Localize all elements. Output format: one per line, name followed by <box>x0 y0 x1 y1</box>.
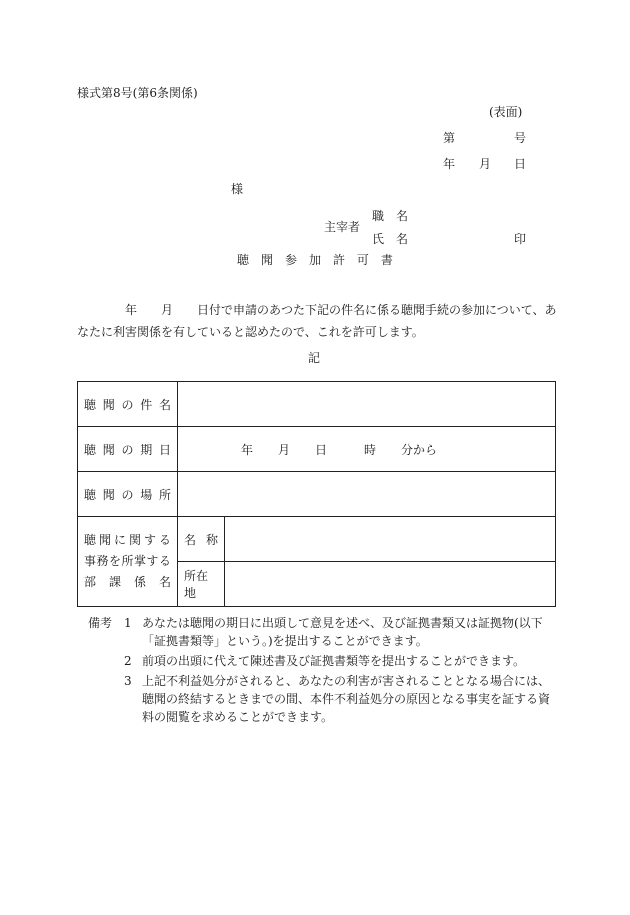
place-label: 聴 聞 の 場 所 <box>78 472 178 517</box>
date-month: 月 <box>479 157 492 171</box>
note-item <box>88 614 558 650</box>
notes-heading: 備考 <box>88 616 113 630</box>
doc-number-prefix: 第 <box>443 131 456 145</box>
notes-section <box>88 614 558 726</box>
note-number: 2 <box>124 654 132 668</box>
sender-name-label: 氏 名 <box>372 232 409 246</box>
table-row-dept-name <box>78 517 556 562</box>
form-number-label: 様式第8号(第6条関係) <box>77 86 198 100</box>
note-item <box>88 652 558 670</box>
address-value[interactable] <box>225 562 556 607</box>
body-line-2: なたに利害関係を有していると認めたので、これを許可します。 <box>77 325 424 339</box>
note-number: 1 <box>124 616 132 630</box>
note-text: 前項の出頭に代えて陳述書及び証拠書類等を提出することができます。 <box>142 654 526 668</box>
subject-label: 聴 聞 の 件 名 <box>78 382 178 427</box>
note-text: あなたは聴聞の期日に出頭して意見を述べ、及び証拠書類又は証拠物(以下「証拠書類等」という。)を提出することができます。 <box>142 616 543 648</box>
seal-mark: 印 <box>514 232 527 246</box>
place-value[interactable] <box>178 472 556 517</box>
name-sub-label: 名 称 <box>178 517 225 562</box>
recipient-honorific: 様 <box>231 182 244 196</box>
date-year: 年 <box>443 157 456 171</box>
dept-label-line-2: 事 務 を 所 掌 す る <box>84 554 171 568</box>
doc-number-suffix: 号 <box>514 131 527 145</box>
subject-value[interactable] <box>178 382 556 427</box>
table-row-date <box>78 427 556 472</box>
dept-label <box>78 517 178 607</box>
ki-mark: 記 <box>308 351 321 365</box>
sender-role: 主宰者 <box>324 220 361 234</box>
date-label: 聴 聞 の 期 日 <box>78 427 178 472</box>
table-row-place <box>78 472 556 517</box>
table-row-subject <box>78 382 556 427</box>
dept-label-line-3: 部 課 係 名 <box>84 575 171 589</box>
body-paragraph <box>77 299 557 343</box>
date-value[interactable]: 年 月 日 時 分から <box>178 427 556 472</box>
note-number: 3 <box>124 674 132 688</box>
address-sub-label: 所在地 <box>178 562 225 607</box>
body-line-1: 年 月 日付で申請のあつた下記の件名に係る聴聞手続の参加について、あ <box>125 303 557 317</box>
sender-title-label: 職 名 <box>372 209 409 223</box>
note-text: 上記不利益処分がされると、あなたの利害が害されることとなる場合には、聴聞の終結するときまでの間、本件不利益処分の原因となる事実を証する資料の閲覧を求めることができます。 <box>142 674 551 724</box>
side-label: (表面) <box>489 105 523 119</box>
note-item <box>88 672 558 726</box>
name-value[interactable] <box>225 517 556 562</box>
date-day: 日 <box>514 157 527 171</box>
form-table <box>77 381 556 607</box>
document-title: 聴 聞 参 加 許 可 書 <box>237 253 393 267</box>
dept-label-line-1: 聴 聞 に 関 す る <box>84 533 171 547</box>
